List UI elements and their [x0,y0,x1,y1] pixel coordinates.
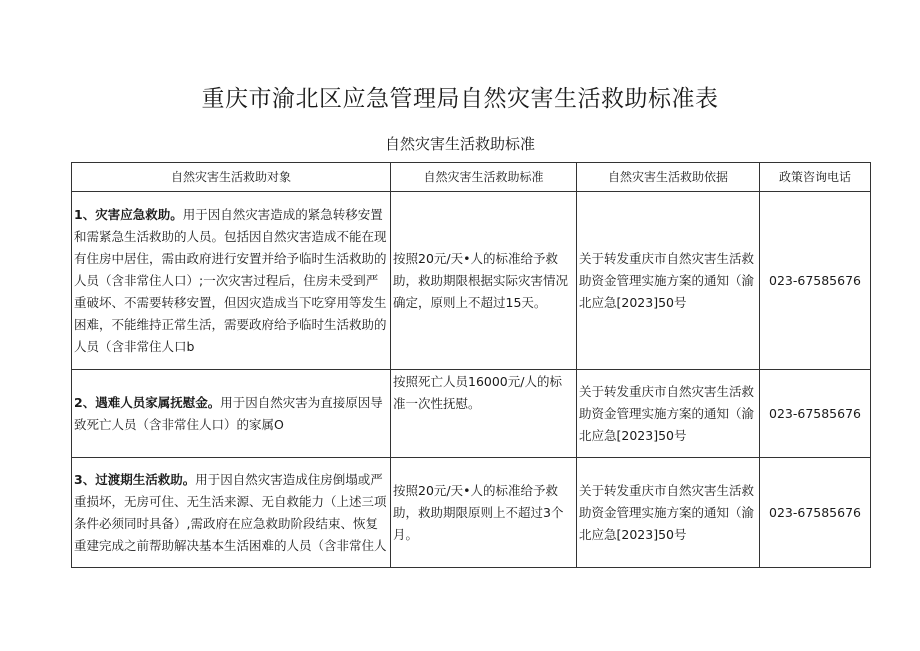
relief-basis-cell: 关于转发重庆市自然灾害生活救助资金管理实施方案的通知（渝北应急[2023]50号 [577,192,760,370]
relief-basis-cell: 关于转发重庆市自然灾害生活救助资金管理实施方案的通知（渝北应急[2023]50号 [577,370,760,458]
relief-standard-cell: 按照20元/天•人的标准给予救助，救助期限原则上不超过3个月。 [391,458,577,568]
header-relief-basis: 自然灾害生活救助依据 [577,163,760,192]
relief-standard-cell: 按照死亡人员16000元/人的标准一次性抚慰。 [391,370,577,458]
table-row [72,458,871,568]
relief-object-cell [72,370,391,458]
table-row [72,370,871,458]
table-row [72,192,871,370]
consult-phone-cell: 023-67585676 [760,192,871,370]
relief-type-label: 3、过渡期生活救助。 [74,471,196,487]
page-title: 重庆市渝北区应急管理局自然灾害生活救助标准表 [201,86,719,112]
consult-phone-cell: 023-67585676 [760,370,871,458]
relief-basis-cell: 关于转发重庆市自然灾害生活救助资金管理实施方案的通知（渝北应急[2023]50号 [577,458,760,568]
relief-object-cell [72,458,391,568]
relief-type-label: 1、灾害应急救助。 [74,206,183,222]
table-header-row [72,163,871,192]
relief-object-text: 用于因自然灾害造成的紧急转移安置和需紧急生活救助的人员。包括因自然灾害造成不能在现有住房中居住，需由政府进行安置并给予临时生活救助的人员（含非常住人口）;一次灾害过程后，住房未受到严重破坏、不需要转移安置，但因灾造成当下吃穿用等发生困难，不能维持正常生活，需要政府给予临时生活救助的人员（含非常住人口b [74,206,387,354]
relief-object-text: 用于因自然灾害造成住房倒塌或严重损坏，无房可住、无生活来源、无自救能力（上述三项条件必须同时具备）,需政府在应急救助阶段结束、恢复重建完成之前帮助解决基本生活困难的人员（含非常住人 [74,471,387,553]
table-subtitle: 自然灾害生活救助标准 [384,135,535,153]
relief-standard-cell: 按照20元/天•人的标准给予救助，救助期限根据实际灾害情况确定，原则上不超过15天。 [391,192,577,370]
header-consult-phone: 政策咨询电话 [760,163,871,192]
relief-standards-table [71,162,871,568]
relief-object-cell [72,192,391,370]
header-relief-standard: 自然灾害生活救助标准 [391,163,577,192]
consult-phone-cell: 023-67585676 [760,458,871,568]
relief-type-label: 2、遇难人员家属抚慰金。 [74,394,221,410]
header-relief-object: 自然灾害生活救助对象 [72,163,391,192]
relief-object-text: 用于因自然灾害为直接原因导致死亡人员（含非常住人口）的家属O [74,394,383,432]
